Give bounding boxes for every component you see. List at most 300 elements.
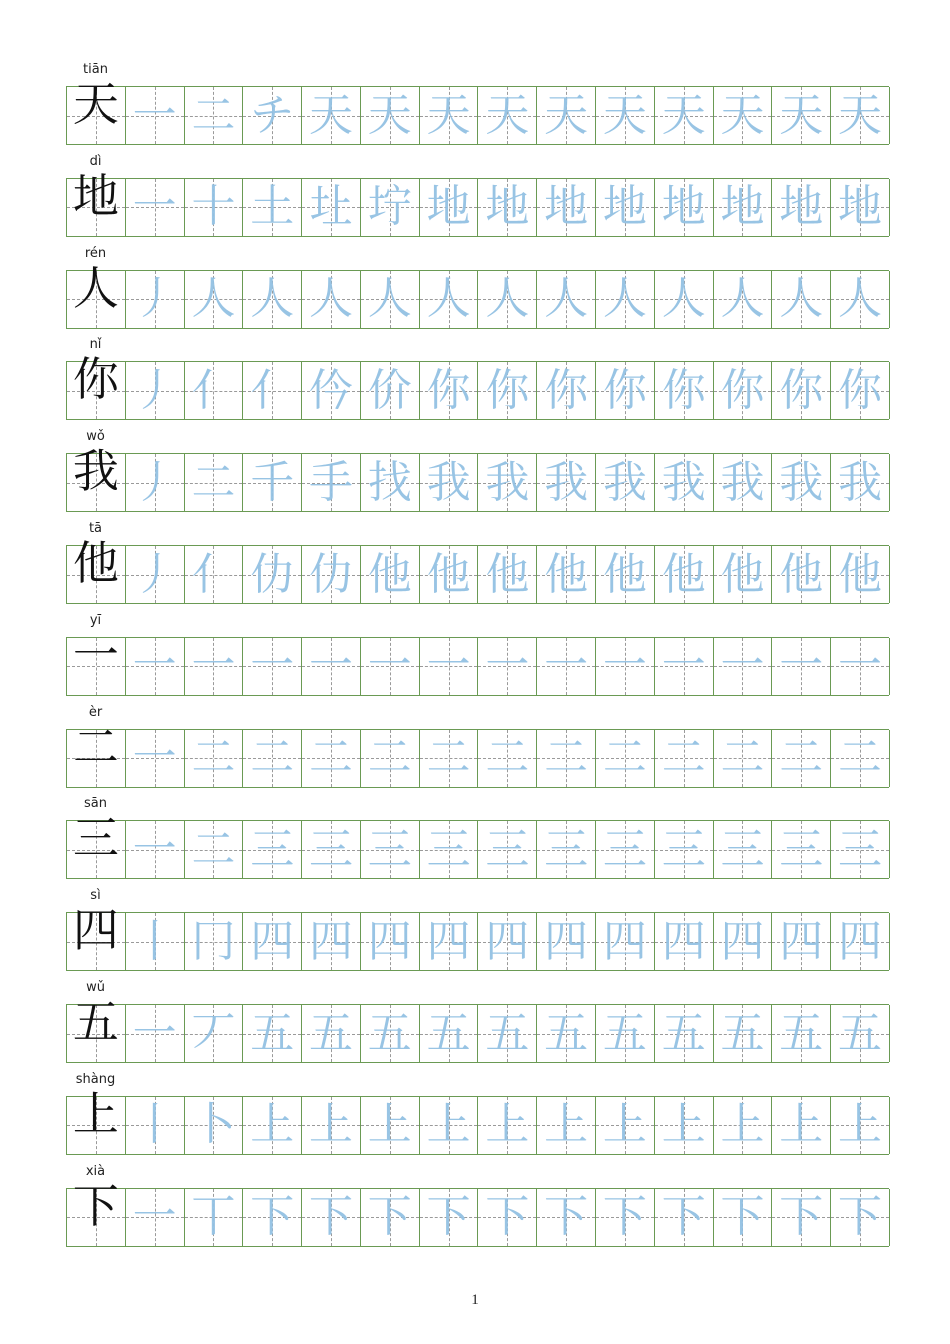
pinyin-label: èr [88,704,103,720]
trace-cell[interactable] [420,362,479,419]
grid-cells [66,77,889,145]
trace-cell[interactable] [831,730,890,787]
grid-cells [66,260,889,329]
trace-cell[interactable] [478,1189,537,1246]
model-character: 四 [72,903,119,958]
trace-character: 上 [485,1099,530,1151]
trace-character: 你 [602,364,647,416]
trace-character: 上 [838,1099,883,1151]
trace-character: 亻 [250,364,295,416]
trace-cell[interactable] [714,638,773,695]
trace-character: 上 [309,1099,354,1151]
trace-character: 上 [661,1099,706,1151]
trace-cell[interactable] [596,913,655,970]
trace-cell[interactable] [714,454,773,511]
model-cell [67,995,126,1062]
trace-cell[interactable] [361,1005,420,1062]
trace-character: 天 [602,89,647,141]
grid-cells [66,995,889,1063]
trace-cell[interactable] [714,1005,773,1062]
trace-cell[interactable] [243,1189,302,1246]
trace-character: 上 [250,1099,295,1151]
trace-character: 四 [426,915,471,967]
trace-cell[interactable] [420,1189,479,1246]
trace-cell[interactable] [537,362,596,419]
trace-cell[interactable] [831,821,890,878]
trace-character: 亻 [191,548,236,600]
trace-cell[interactable] [185,821,244,878]
trace-cell[interactable] [126,546,185,603]
trace-cell[interactable] [772,638,831,695]
trace-character: 一 [132,732,177,784]
trace-cell[interactable] [537,546,596,603]
trace-cell[interactable] [302,821,361,878]
trace-cell[interactable] [243,362,302,419]
trace-character: 冂 [191,915,236,967]
trace-character: 你 [720,364,765,416]
model-character: 我 [72,444,119,499]
trace-cell[interactable] [185,1097,244,1154]
trace-cell[interactable] [537,1097,596,1154]
trace-cell[interactable] [185,546,244,603]
trace-cell[interactable] [655,179,714,236]
trace-character: 四 [661,915,706,967]
trace-cell[interactable] [655,87,714,144]
trace-cell[interactable] [361,1097,420,1154]
trace-cell[interactable] [537,638,596,695]
trace-cell[interactable] [478,913,537,970]
trace-character: 三 [485,823,530,875]
trace-cell[interactable] [714,87,773,144]
trace-cell[interactable] [655,1097,714,1154]
trace-cell[interactable] [243,821,302,878]
trace-cell[interactable] [772,179,831,236]
trace-cell[interactable] [185,913,244,970]
trace-cell[interactable] [714,1189,773,1246]
trace-cell[interactable] [243,1005,302,1062]
trace-cell[interactable] [596,454,655,511]
trace-cell[interactable] [126,1189,185,1246]
trace-character: 二 [250,732,295,784]
trace-character: 丨 [132,915,177,967]
trace-character: 上 [544,1099,589,1151]
trace-cell[interactable] [420,179,479,236]
trace-cell[interactable] [537,821,596,878]
trace-cell[interactable] [478,179,537,236]
trace-cell[interactable] [243,1097,302,1154]
trace-cell[interactable] [243,546,302,603]
trace-character: 我 [779,456,824,508]
trace-character: 我 [720,456,765,508]
trace-cell[interactable] [302,87,361,144]
trace-cell[interactable] [772,87,831,144]
trace-cell[interactable] [772,913,831,970]
trace-cell[interactable] [185,362,244,419]
practice-row [66,244,889,332]
trace-character: 四 [544,915,589,967]
trace-character: 一 [132,89,177,141]
trace-cell[interactable] [537,1189,596,1246]
trace-cell[interactable] [361,821,420,878]
trace-cell[interactable] [596,821,655,878]
trace-cell[interactable] [185,1189,244,1246]
trace-cell[interactable] [420,1005,479,1062]
model-cell [67,719,126,787]
trace-cell[interactable] [243,638,302,695]
trace-cell[interactable] [126,179,185,236]
trace-cell[interactable] [420,1097,479,1154]
trace-cell[interactable] [831,1189,890,1246]
trace-character: 亻 [191,364,236,416]
model-cell [67,1178,126,1246]
trace-cell[interactable] [772,1005,831,1062]
trace-cell[interactable] [596,638,655,695]
trace-character: 一 [132,640,177,692]
trace-cell[interactable] [302,179,361,236]
trace-cell[interactable] [772,362,831,419]
trace-character: 二 [191,732,236,784]
trace-character: 三 [250,823,295,875]
trace-cell[interactable] [126,362,185,419]
trace-cell[interactable] [596,179,655,236]
trace-cell[interactable] [185,730,244,787]
trace-cell[interactable] [831,1097,890,1154]
trace-cell[interactable] [420,546,479,603]
trace-cell[interactable] [537,271,596,328]
trace-cell[interactable] [420,638,479,695]
trace-cell[interactable] [772,821,831,878]
trace-cell[interactable] [655,638,714,695]
trace-cell[interactable] [772,271,831,328]
trace-character: 天 [544,89,589,141]
trace-cell[interactable] [831,271,890,328]
trace-cell[interactable] [596,546,655,603]
trace-cell[interactable] [831,179,890,236]
trace-cell[interactable] [714,821,773,878]
trace-character: 天 [485,89,530,141]
trace-cell[interactable] [302,362,361,419]
trace-cell[interactable] [714,1097,773,1154]
trace-cell[interactable] [420,730,479,787]
trace-character: 你 [779,364,824,416]
trace-character: 四 [838,915,883,967]
trace-cell[interactable] [772,546,831,603]
pinyin-label: nǐ [89,337,102,353]
trace-cell[interactable] [596,362,655,419]
trace-character: 下 [720,1191,765,1243]
trace-cell[interactable] [126,271,185,328]
trace-cell[interactable] [243,179,302,236]
grid-cells [66,1178,889,1247]
model-cell [67,811,126,878]
trace-character: 二 [191,89,236,141]
trace-cell[interactable] [655,546,714,603]
trace-cell[interactable] [302,454,361,511]
trace-cell[interactable] [655,913,714,970]
trace-character: 二 [661,732,706,784]
model-character: 人 [72,260,119,315]
trace-cell[interactable] [655,454,714,511]
practice-row [66,152,889,240]
trace-character: 一 [602,640,647,692]
trace-cell[interactable] [596,1189,655,1246]
trace-cell[interactable] [714,913,773,970]
trace-character: 千 [250,456,295,508]
trace-cell[interactable] [714,179,773,236]
trace-character: 他 [661,548,706,600]
trace-character: 一 [838,640,883,692]
trace-cell[interactable] [772,730,831,787]
model-cell [67,168,126,236]
trace-cell[interactable] [831,454,890,511]
trace-cell[interactable] [243,730,302,787]
pinyin-label: wǔ [86,980,105,995]
trace-character: 地 [720,181,765,233]
trace-cell[interactable] [126,1097,185,1154]
trace-cell[interactable] [478,730,537,787]
trace-cell[interactable] [478,454,537,511]
trace-character: 二 [485,732,530,784]
practice-row [66,519,889,607]
trace-character: 仂 [250,548,295,600]
trace-cell[interactable] [126,638,185,695]
trace-cell[interactable] [302,1097,361,1154]
trace-cell[interactable] [537,87,596,144]
trace-cell[interactable] [831,362,890,419]
trace-cell[interactable] [361,87,420,144]
trace-cell[interactable] [596,1005,655,1062]
trace-cell[interactable] [185,1005,244,1062]
trace-cell[interactable] [714,730,773,787]
trace-cell[interactable] [126,454,185,511]
trace-cell[interactable] [126,821,185,878]
trace-character: 一 [485,640,530,692]
trace-character: 一 [426,640,471,692]
pinyin-label: xià [85,1163,106,1179]
trace-cell[interactable] [302,1189,361,1246]
model-character: 你 [72,352,119,407]
trace-cell[interactable] [420,913,479,970]
trace-character: 五 [426,1007,471,1059]
trace-cell[interactable] [478,638,537,695]
trace-character: 你 [544,364,589,416]
trace-cell[interactable] [361,913,420,970]
trace-character: 人 [720,273,765,325]
trace-cell[interactable] [714,546,773,603]
trace-cell[interactable] [302,913,361,970]
trace-cell[interactable] [420,87,479,144]
trace-cell[interactable] [772,454,831,511]
trace-cell[interactable] [185,271,244,328]
trace-cell[interactable] [537,730,596,787]
trace-cell[interactable] [243,271,302,328]
trace-cell[interactable] [302,271,361,328]
trace-cell[interactable] [596,1097,655,1154]
trace-character: 上 [779,1099,824,1151]
model-character: 五 [72,995,119,1050]
trace-character: 你 [485,364,530,416]
trace-cell[interactable] [361,730,420,787]
practice-row [66,886,889,974]
trace-cell[interactable] [655,821,714,878]
trace-character: 一 [544,640,589,692]
trace-character: 地 [485,181,530,233]
trace-cell[interactable] [714,271,773,328]
model-character: 天 [72,77,119,132]
model-character: 三 [72,811,119,866]
trace-cell[interactable] [126,87,185,144]
grid-cells [66,168,889,237]
trace-character: 地 [838,181,883,233]
trace-character: 上 [426,1099,471,1151]
model-character: 地 [72,168,119,223]
trace-cell[interactable] [478,546,537,603]
model-cell [67,536,126,603]
trace-cell[interactable] [302,730,361,787]
grid-cells [66,627,889,696]
trace-cell[interactable] [361,362,420,419]
trace-character: 地 [602,181,647,233]
trace-character: 他 [838,548,883,600]
trace-cell[interactable] [655,271,714,328]
trace-character: 一 [661,640,706,692]
trace-character: 卜 [191,1099,236,1151]
trace-cell[interactable] [361,454,420,511]
trace-cell[interactable] [537,179,596,236]
trace-character: 我 [544,456,589,508]
pinyin-label: dì [89,153,102,169]
trace-character: 二 [838,732,883,784]
pinyin-label: tiān [83,62,108,77]
trace-character: 天 [838,89,883,141]
model-cell [67,903,126,970]
trace-cell[interactable] [714,362,773,419]
pinyin-label: shàng [75,1071,116,1087]
pinyin-label: sì [90,888,101,904]
trace-cell[interactable] [126,913,185,970]
trace-character: 丨 [132,1099,177,1151]
trace-cell[interactable] [655,362,714,419]
trace-cell[interactable] [478,87,537,144]
trace-cell[interactable] [126,730,185,787]
pinyin-label: sān [84,796,107,812]
trace-character: 五 [367,1007,412,1059]
trace-cell[interactable] [655,1005,714,1062]
trace-cell[interactable] [185,454,244,511]
trace-cell[interactable] [537,913,596,970]
trace-cell[interactable] [478,821,537,878]
trace-character: 天 [426,89,471,141]
model-cell [67,444,126,511]
trace-cell[interactable] [831,1005,890,1062]
trace-character: 一 [132,1191,177,1243]
trace-cell[interactable] [361,271,420,328]
trace-character: 下 [779,1191,824,1243]
trace-character: 一 [132,1007,177,1059]
trace-cell[interactable] [596,271,655,328]
trace-character: 他 [720,548,765,600]
trace-cell[interactable] [185,87,244,144]
trace-cell[interactable] [478,1005,537,1062]
trace-cell[interactable] [596,730,655,787]
trace-character: 你 [426,364,471,416]
trace-cell[interactable] [596,87,655,144]
trace-cell[interactable] [772,1097,831,1154]
trace-cell[interactable] [243,913,302,970]
trace-character: 五 [661,1007,706,1059]
trace-cell[interactable] [361,179,420,236]
trace-cell[interactable] [478,271,537,328]
trace-cell[interactable] [537,454,596,511]
trace-character: 二 [779,732,824,784]
trace-character: 五 [838,1007,883,1059]
pinyin-label: wǒ [86,429,105,445]
trace-character: 下 [309,1191,354,1243]
trace-character: 三 [661,823,706,875]
trace-cell[interactable] [126,1005,185,1062]
trace-cell[interactable] [243,87,302,144]
trace-cell[interactable] [302,638,361,695]
trace-cell[interactable] [361,1189,420,1246]
trace-character: 圵 [309,181,354,233]
trace-character: 下 [661,1191,706,1243]
trace-character: 你 [838,364,883,416]
grid-cells [66,903,889,971]
trace-cell[interactable] [537,1005,596,1062]
trace-cell[interactable] [831,546,890,603]
trace-cell[interactable] [361,546,420,603]
trace-character: 丆 [191,1007,236,1059]
trace-cell[interactable] [831,87,890,144]
trace-character: 地 [544,181,589,233]
trace-character: 人 [779,273,824,325]
trace-cell[interactable] [302,546,361,603]
trace-cell[interactable] [772,1189,831,1246]
trace-character: 人 [661,273,706,325]
trace-character: 二 [602,732,647,784]
trace-character: 我 [661,456,706,508]
trace-character: 天 [661,89,706,141]
trace-cell[interactable] [655,1189,714,1246]
trace-character: 我 [485,456,530,508]
trace-cell[interactable] [361,638,420,695]
trace-cell[interactable] [831,913,890,970]
trace-character: 我 [426,456,471,508]
trace-cell[interactable] [831,638,890,695]
practice-row [66,60,889,148]
trace-character: 丿 [132,364,177,416]
trace-character: 天 [309,89,354,141]
trace-character: 人 [367,273,412,325]
trace-character: 手 [309,456,354,508]
model-cell [67,627,126,695]
trace-cell[interactable] [420,271,479,328]
trace-character: 仱 [309,364,354,416]
model-character: 一 [72,627,119,682]
trace-character: 地 [661,181,706,233]
trace-cell[interactable] [243,454,302,511]
trace-character: 一 [191,640,236,692]
trace-cell[interactable] [302,1005,361,1062]
trace-cell[interactable] [478,1097,537,1154]
trace-cell[interactable] [478,362,537,419]
trace-cell[interactable] [420,454,479,511]
trace-cell[interactable] [185,179,244,236]
trace-cell[interactable] [420,821,479,878]
trace-cell[interactable] [185,638,244,695]
trace-cell[interactable] [655,730,714,787]
grid-cells [66,444,889,512]
